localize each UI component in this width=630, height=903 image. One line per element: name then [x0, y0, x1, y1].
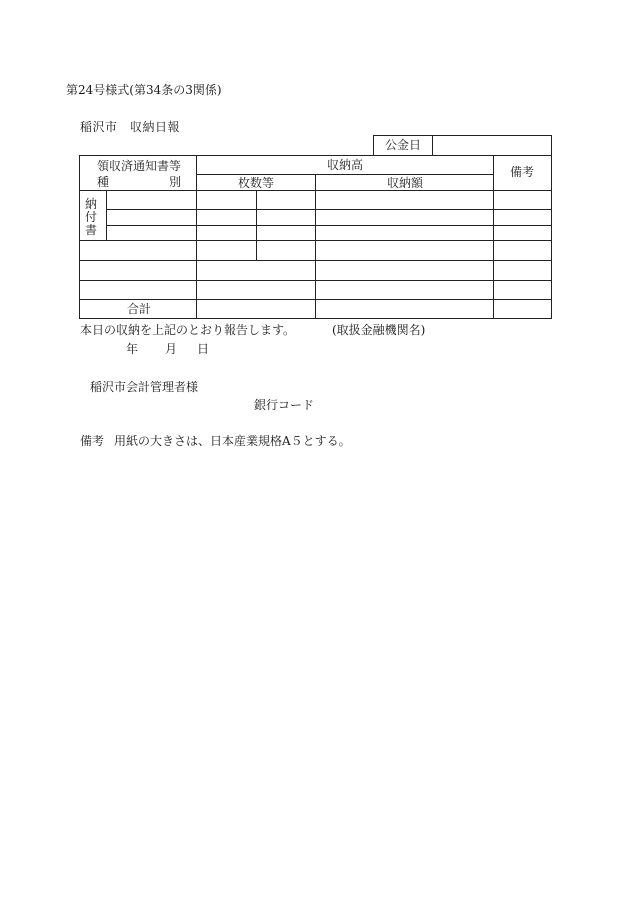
- date-day-label: 日: [197, 342, 210, 356]
- report-title: 稲沢市 収納日報: [80, 120, 181, 134]
- total-label: 合計: [127, 302, 152, 316]
- note-text: 用紙の大きさは、日本産業規格A５とする。: [114, 434, 351, 448]
- row-line-1: [106, 209, 552, 210]
- divider-amount-column: [315, 174, 316, 319]
- remarks-header: 備考: [510, 165, 535, 179]
- row-line-4: [79, 260, 552, 261]
- row-line-6: [79, 299, 552, 300]
- row-line-3: [79, 240, 552, 241]
- amount-group-header: 収納高: [327, 158, 364, 172]
- divider-nofusho-column: [106, 190, 107, 240]
- amount-header: 収納額: [387, 176, 424, 190]
- bank-name-label: (取扱金融機関名): [332, 323, 426, 337]
- date-month-label: 月: [165, 342, 178, 356]
- type-header-line1: 領収済通知書等: [97, 159, 182, 173]
- nofusho-char-2: 付: [85, 210, 98, 224]
- date-year-label: 年: [126, 342, 139, 356]
- row-line-2: [106, 225, 552, 226]
- kokin-label: 公金日: [385, 138, 422, 152]
- kokin-box-top-border: [373, 135, 552, 136]
- bank-code-label: 銀行コード: [254, 398, 315, 412]
- table-top-border: [79, 155, 552, 156]
- header-bottom-line: [79, 190, 552, 191]
- note-label: 備考: [80, 434, 105, 448]
- table-left-border: [79, 155, 80, 319]
- count-header: 枚数等: [238, 176, 275, 190]
- row-line-5: [79, 280, 552, 281]
- type-header-line2-b: 別: [169, 175, 182, 189]
- kokin-box-divider: [432, 135, 433, 155]
- divider-type-column: [196, 155, 197, 319]
- form-number-title: 第24号様式(第34条の3関係): [66, 83, 222, 97]
- report-statement: 本日の収納を上記のとおり報告します。: [80, 323, 296, 337]
- addressee: 稲沢市会計管理者様: [90, 380, 199, 394]
- kokin-box-left-border: [373, 135, 374, 155]
- table-right-border: [551, 155, 552, 319]
- nofusho-char-1: 納: [85, 197, 98, 211]
- divider-remarks-column: [493, 155, 494, 319]
- nofusho-char-3: 書: [85, 223, 98, 237]
- type-header-line2-a: 種: [97, 175, 110, 189]
- kokin-box-right-border: [551, 135, 552, 155]
- header-subgroup-line: [196, 174, 494, 175]
